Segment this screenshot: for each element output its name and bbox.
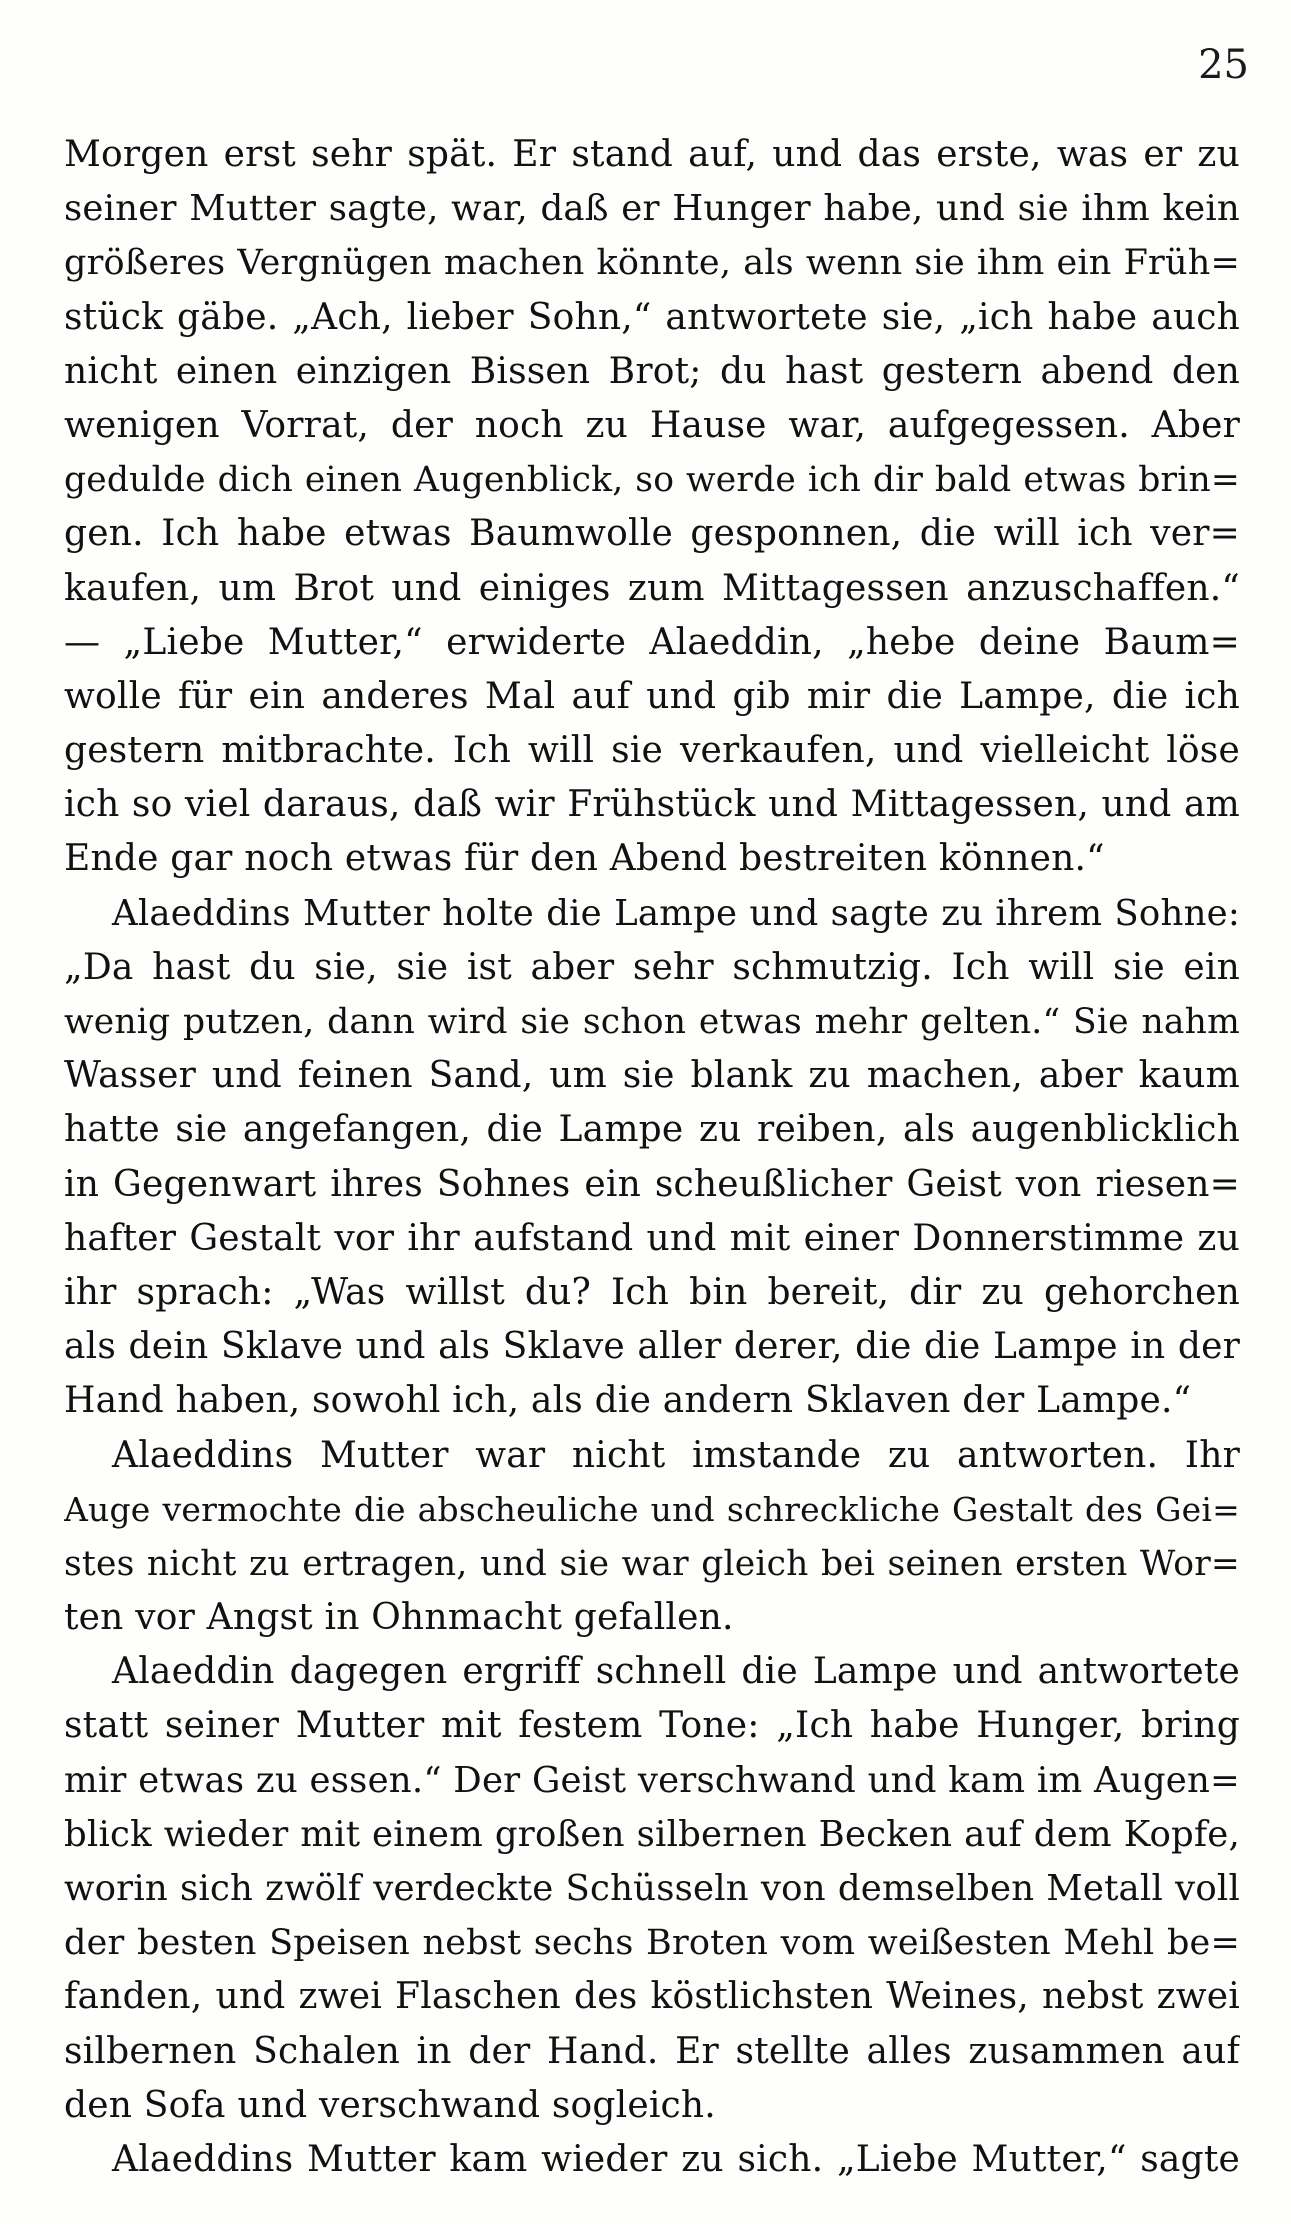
text-line: Wasser und feinen Sand, um sie blank zu machen, aber kaum [64,1055,1240,1097]
text-line: fanden, und zwei Flaschen des köstlichsten Weines, nebst zwei [64,1976,1240,2018]
body-text [64,128,1240,2187]
text-line: blick wieder mit einem großen silbernen Becken auf dem Kopfe, [64,1813,1240,1855]
text-line: Alaeddins Mutter kam wieder zu sich. „Liebe Mutter,“ sagte [112,2138,1240,2180]
text-line: hafter Gestalt vor ihr aufstand und mit einer Donnerstimme zu [64,1217,1240,1259]
text-line: Alaeddins Mutter war nicht imstande zu antworten. Ihr [112,1434,1240,1476]
text-line: Auge vermochte die abscheuliche und schreckliche Gestalt des Gei= [64,1489,1240,1529]
text-line: seiner Mutter sagte, war, daß er Hunger habe, und sie ihm kein [64,188,1240,230]
text-line: Alaeddins Mutter holte die Lampe und sagte zu ihrem Sohne: [112,892,1240,934]
text-line: größeres Vergnügen machen könnte, als wenn sie ihm ein Früh= [64,243,1240,284]
text-line: als dein Sklave und als Sklave aller derer, die die Lampe in der [64,1326,1240,1368]
text-line: Ende gar noch etwas für den Abend bestreiten können.“ [64,838,1105,880]
text-line: wenigen Vorrat, der noch zu Hause war, aufgegessen. Aber [64,404,1240,446]
text-line: worin sich zwölf verdeckte Schüsseln von demselben Metall voll [64,1868,1240,1909]
text-line: in Gegenwart ihres Sohnes ein scheußlicher Geist von riesen= [64,1163,1240,1205]
text-line: nicht einen einzigen Bissen Brot; du hast gestern abend den [64,350,1240,392]
text-line: stück gäbe. „Ach, lieber Sohn,“ antwortete sie, „ich habe auch [64,296,1240,338]
text-line: statt seiner Mutter mit festem Tone: „Ich habe Hunger, bring [64,1705,1240,1747]
text-line: gestern mitbrachte. Ich will sie verkaufen, und vielleicht löse [64,730,1240,772]
text-line: Alaeddin dagegen ergriff schnell die Lampe und antwortete [112,1651,1240,1693]
text-line: gedulde dich einen Augenblick, so werde ich dir bald etwas brin= [64,460,1240,501]
text-line: „Da hast du sie, sie ist aber sehr schmutzig. Ich will sie ein [64,946,1240,988]
text-line: gen. Ich habe etwas Baumwolle gesponnen, die will ich ver= [64,513,1240,555]
text-line: Hand haben, sowohl ich, als die andern Sklaven der Lampe.“ [64,1380,1192,1422]
text-line: — „Liebe Mutter,“ erwiderte Alaeddin, „hebe deine Baum= [64,621,1240,663]
text-line: wenig putzen, dann wird sie schon etwas mehr gelten.“ Sie nahm [64,1002,1240,1042]
text-line: ten vor Angst in Ohnmacht gefallen. [64,1597,734,1639]
text-line: kaufen, um Brot und einiges zum Mittagessen anzuschaffen.“ [64,567,1240,609]
text-line: Morgen erst sehr spät. Er stand auf, und das erste, was er zu [64,134,1240,175]
text-line: den Sofa und verschwand sogleich. [64,2084,716,2126]
text-line: wolle für ein anderes Mal auf und gib mir die Lampe, die ich [64,675,1240,717]
text-line: stes nicht zu ertragen, und sie war gleich bei seinen ersten Wor= [64,1543,1240,1584]
text-line: der besten Speisen nebst sechs Broten vom weißesten Mehl be= [64,1923,1240,1964]
text-line: mir etwas zu essen.“ Der Geist verschwand und kam im Augen= [64,1759,1240,1801]
text-line: silbernen Schalen in der Hand. Er stellte alles zusammen auf [64,2030,1240,2072]
text-line: hatte sie angefangen, die Lampe zu reiben, als augenblicklich [64,1109,1240,1151]
text-line: ich so viel daraus, daß wir Frühstück und Mittagessen, und am [64,784,1240,826]
text-line: ihr sprach: „Was willst du? Ich bin bereit, dir zu gehorchen [64,1271,1240,1313]
page-number: 25 [1198,42,1249,88]
